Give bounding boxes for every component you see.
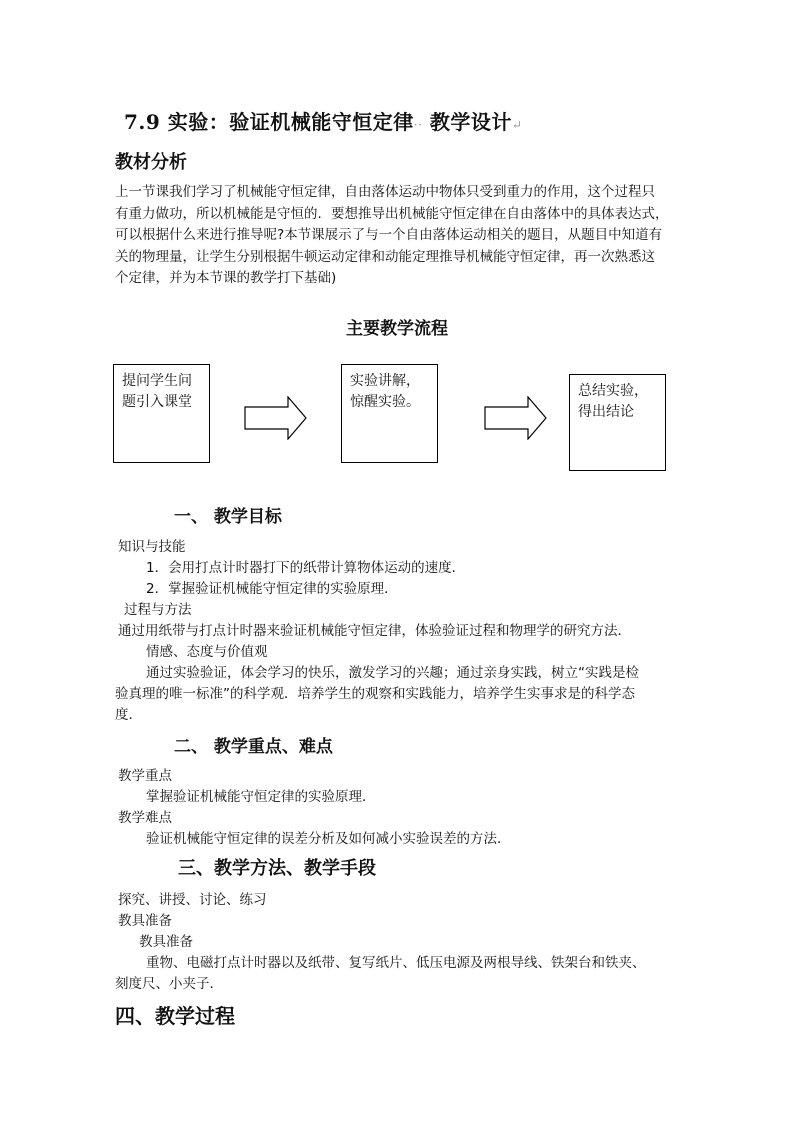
objectives-line: 验真理的唯一标准”的科学观．培养学生的观察和实践能力，培养学生实事求是的科学态	[115, 686, 635, 702]
flow-box-experiment: 实验讲解，惊醒实验。	[341, 364, 438, 463]
objectives-line: 通过实验验证，体会学习的快乐，激发学习的兴趣；通过亲身实践，树立“实践是检	[146, 665, 639, 681]
material-line: 有重力做功，所以机械能是守恒的．要想推导出机械能守恒定律在自由落体中的具体表达式，	[115, 205, 669, 222]
methods-line: 重物、电磁打点计时器以及纸带、复写纸片、低压电源及两根导线、铁架台和铁夹、	[146, 955, 646, 971]
material-line: 关的物理量，让学生分别根据牛顿运动定律和动能定理推导机械能守恒定律，再一次熟悉这	[115, 248, 655, 265]
title-main: 7.9 实验：验证机械能守恒定律	[124, 110, 414, 134]
objectives-line: 情感、态度与价值观	[146, 644, 268, 660]
objectives-line: 过程与方法	[124, 602, 192, 618]
flow-title: 主要教学流程	[346, 319, 448, 339]
methods-line: 教具准备	[139, 934, 193, 950]
material-heading: 教材分析	[115, 152, 187, 173]
objectives-line: 通过用纸带与打点计时器来验证机械能守恒定律，体验验证过程和物理学的研究方法．	[118, 623, 631, 639]
objectives-line: 知识与技能	[118, 539, 186, 555]
methods-line: 教具准备	[118, 913, 172, 929]
material-line: 可以根据什么来进行推导呢?本节课展示了与一个自由落体运动相关的题目，从题目中知道有	[115, 227, 663, 243]
key-points-line: 教学难点	[118, 810, 172, 826]
material-line: 上一节课我们学习了机械能守恒定律，自由落体运动中物体只受到重力的作用，这个过程只	[115, 184, 655, 200]
methods-line: 刻度尺、小夹子．	[115, 976, 223, 992]
flow-arrow-icon	[244, 396, 308, 440]
methods-line: 探究、讲授、讨论、练习	[118, 892, 267, 908]
document-title	[124, 106, 522, 135]
title-suffix: 教学设计	[422, 110, 512, 134]
format-marks: ··	[413, 118, 423, 132]
section-heading-methods: 三、教学方法、教学手段	[178, 858, 376, 879]
flow-box-summary: 总结实验，得出结论	[569, 374, 666, 471]
objectives-line: 2．掌握验证机械能守恒定律的实验原理．	[146, 581, 398, 597]
material-line: 个定律，并为本节课的教学打下基础)	[115, 270, 337, 286]
key-points-line: 掌握验证机械能守恒定律的实验原理．	[146, 789, 376, 805]
key-points-line: 验证机械能守恒定律的误差分析及如何减小实验误差的方法．	[146, 831, 511, 847]
key-points-line: 教学重点	[118, 768, 172, 784]
material-paragraph	[115, 182, 687, 290]
objectives-line: 度．	[115, 707, 142, 723]
section-heading-process: 四、教学过程	[115, 1004, 235, 1028]
flow-arrow-icon	[484, 396, 548, 440]
objectives-line: 1．会用打点计时器打下的纸带计算物体运动的速度．	[146, 560, 466, 576]
section-heading-objectives: 一、 教学目标	[174, 507, 282, 527]
paragraph-mark-icon: ↵	[511, 118, 523, 132]
flow-box-question: 提问学生问题引入课堂	[113, 364, 210, 463]
section-heading-key-points: 二、 教学重点、难点	[174, 737, 333, 757]
